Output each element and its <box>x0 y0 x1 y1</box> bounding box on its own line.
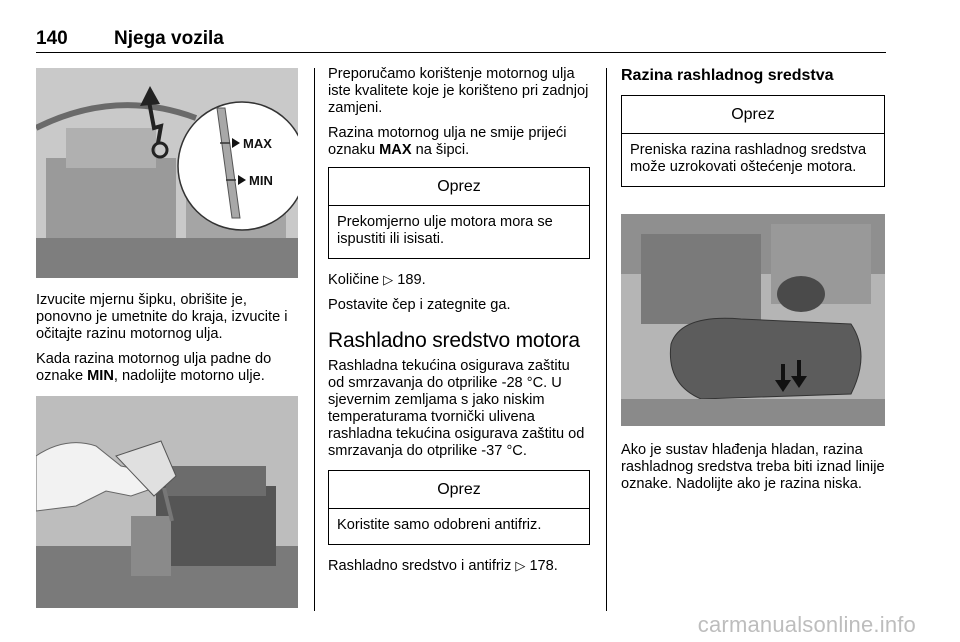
max-label: MAX <box>243 136 272 151</box>
max-level-note: Razina motornog ulja ne smije prijeći oznaku MAX na šipci. <box>328 125 567 158</box>
column-3-body <box>621 442 887 501</box>
coolant-level-instruction: Ako je sustav hlađenja hladan, razina rashladnog sredstva treba biti iznad linije oznake. Nadolijte ako je razina niska. <box>621 442 885 492</box>
caution-title: Oprez <box>622 96 884 134</box>
caution-title: Oprez <box>329 168 589 206</box>
watermark: carmanualsonline.info <box>697 612 916 637</box>
section-title-coolant: Rashladno sredstvo motora <box>328 329 580 352</box>
oil-filling-photo <box>36 396 298 608</box>
caution-body: Prekomjerno ulje motora mora se ispustiti ili isisati. <box>337 214 553 247</box>
coolant-level-title: Razina rashladnog sredstva <box>621 67 834 84</box>
caution-body: Koristite samo odobreni antifriz. <box>337 517 542 533</box>
column-1-text <box>36 292 300 393</box>
cap-instruction: Postavite čep i zategnite ga. <box>328 297 511 313</box>
dipstick-instruction: Izvucite mjernu šipku, obrišite je, ponovno je umetnite do kraja, izvucite i očitajte razinu motornog ulja. <box>36 292 288 342</box>
column-divider-2 <box>606 68 607 611</box>
coolant-reservoir-photo <box>621 214 885 426</box>
antifreeze-reference: Rashladno sredstvo i antifriz ▷ 178. <box>328 558 558 574</box>
oil-quality-recommendation: Preporučamo korištenje motornog ulja iste kvalitete koje je korišteno pri zadnjoj zamjeni. <box>328 66 589 116</box>
min-level-instruction: Kada razina motornog ulja padne do oznake MIN, nadolijte motorno ulje. <box>36 351 272 384</box>
caution-title: Oprez <box>329 471 589 509</box>
page-number: 140 <box>36 28 68 49</box>
coolant-protection-text: Rashladna tekućina osigurava zaštitu od smrzavanja do otprilike -28 °C. U sjevernim zemljama s jako niskim temperaturama tvornički ulivena rashladna tekućina osigurava zaštitu od smrzavanja do otprilike -37 °C. <box>328 358 585 459</box>
dipstick-engine-photo <box>36 68 298 278</box>
page-header <box>36 26 886 53</box>
reference-arrow-icon: ▷ <box>383 272 394 287</box>
caution-body: Preniska razina rashladnog sredstva može uzrokovati oštećenje motora. <box>630 142 867 175</box>
chapter-title: Njega vozila <box>114 28 224 49</box>
reference-arrow-icon: ▷ <box>515 558 526 573</box>
caution-box-low-coolant <box>621 95 885 187</box>
min-label: MIN <box>249 173 273 188</box>
column-divider-1 <box>314 68 315 611</box>
column-2-text <box>328 66 590 583</box>
column-3-text <box>621 66 885 199</box>
caution-box-overfill <box>328 167 590 259</box>
caution-box-antifreeze <box>328 470 590 545</box>
quantities-reference: Količine ▷ 189. <box>328 272 426 288</box>
